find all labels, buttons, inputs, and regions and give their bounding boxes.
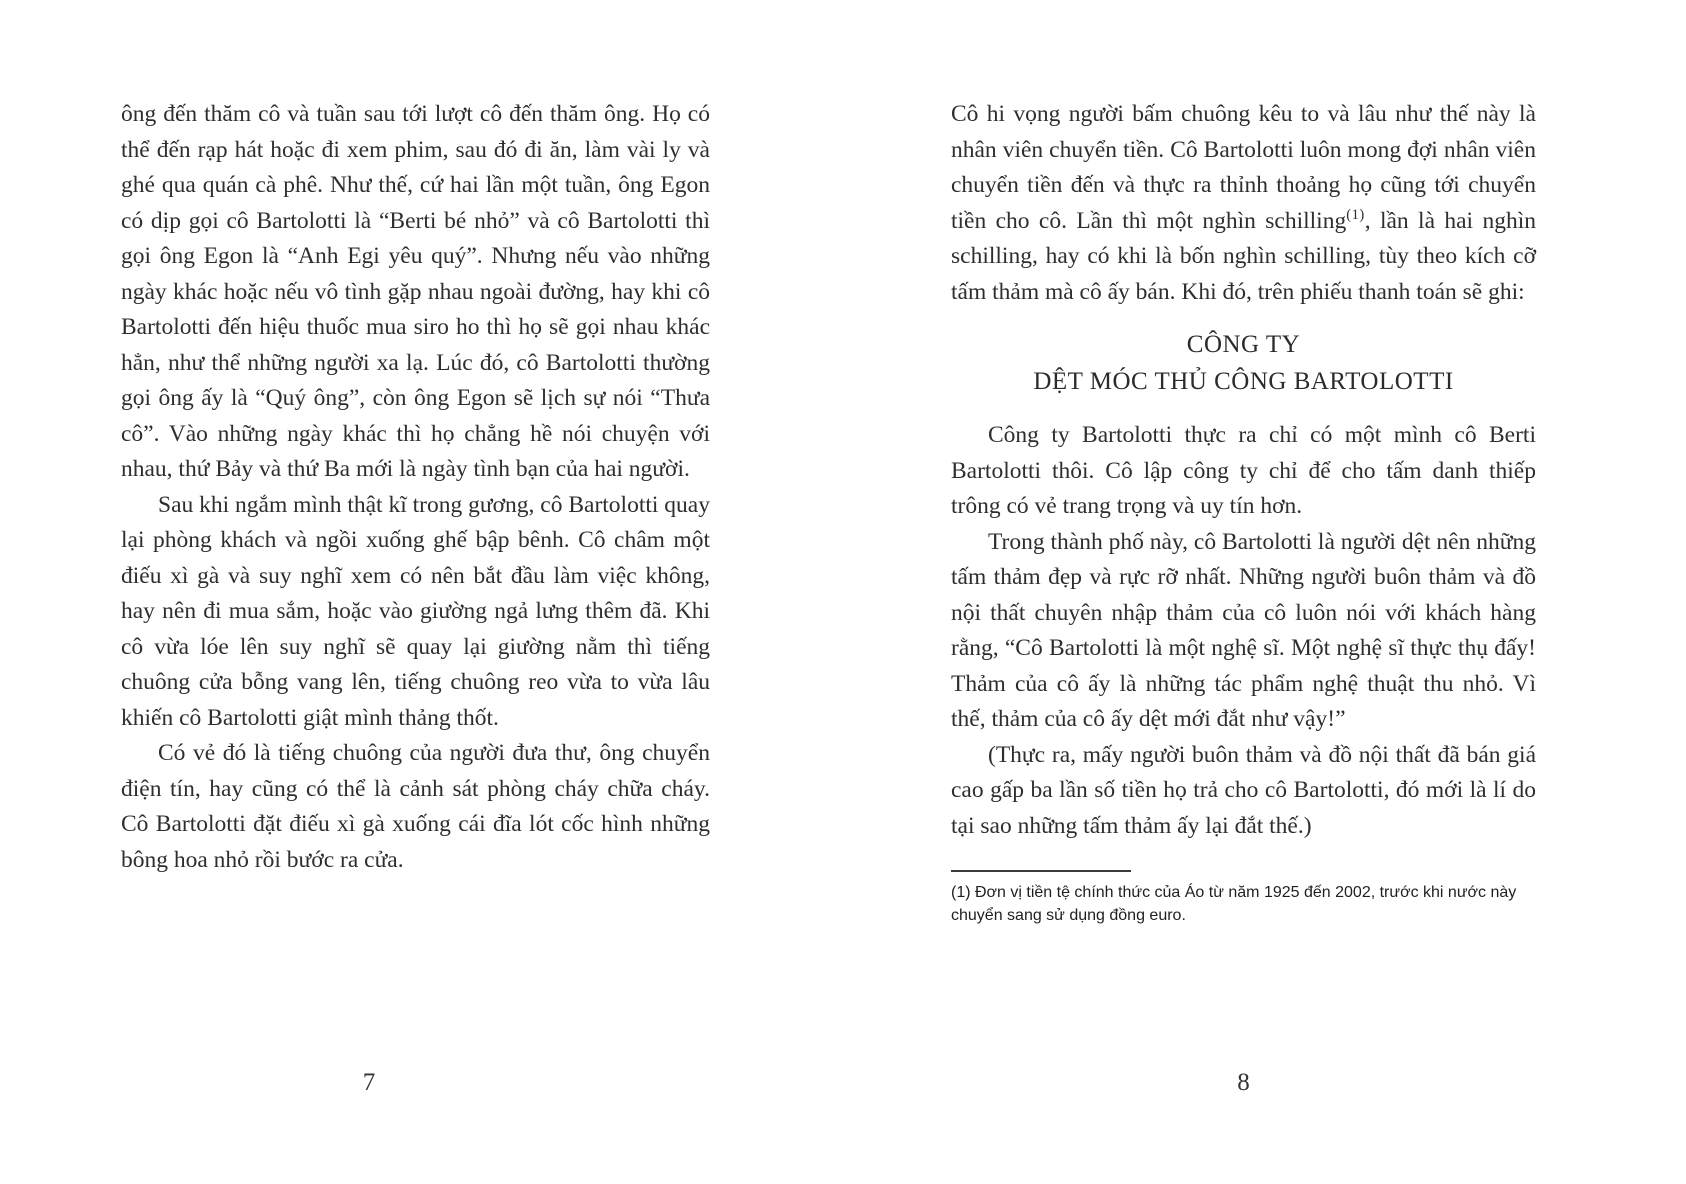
page-number-right: 8	[1237, 1069, 1250, 1096]
page-left	[121, 97, 710, 878]
chapter-heading-line-2: DỆT MÓC THỦ CÔNG BARTOLOTTI	[1033, 368, 1454, 395]
footnote	[951, 870, 1536, 927]
chapter-heading-line-1: CÔNG TY	[1186, 331, 1301, 358]
page-right	[951, 97, 1536, 927]
paragraph: Có vẻ đó là tiếng chuông của người đưa thư, ông chuyển điện tín, hay cũng có thể là cảnh sát phòng cháy chữa cháy. Cô Bartolotti đặt điếu xì gà xuống cái đĩa lót cốc hình những bông hoa nhỏ rồi bước ra cửa.	[121, 740, 710, 873]
footnote-text: (1) Đơn vị tiền tệ chính thức của Áo từ năm 1925 đến 2002, trước khi nước này chuyển sang sử dụng đồng euro.	[951, 884, 1517, 924]
paragraph: Sau khi ngắm mình thật kĩ trong gương, cô Bartolotti quay lại phòng khách và ngồi xuống ghế bập bênh. Cô châm một điếu xì gà và suy nghĩ xem có nên bắt đầu làm việc không, hay nên đi mua sắm, hoặc vào giường ngả lưng thêm đã. Khi cô vừa lóe lên suy nghĩ sẽ quay lại giường nằm thì tiếng chuông cửa bỗng vang lên, tiếng chuông reo vừa to vừa lâu khiến cô Bartolotti giật mình thảng thốt.	[121, 491, 710, 731]
paragraph-text: Cô hi vọng người bấm chuông kêu to và lâu như thế này là nhân viên chuyển tiền. Cô Bartolotti luôn mong đợi nhân viên chuyển tiền đến và thực ra thỉnh thoảng họ cũng tới chuyển tiền cho cô. Lần thì một nghìn schilling	[951, 101, 1536, 234]
paragraph-text: , lần là hai nghìn schilling, hay có khi là bốn nghìn schilling, tùy theo kích cỡ tấm thảm mà cô ấy bán. Khi đó, trên phiếu thanh toán sẽ ghi:	[951, 207, 1536, 305]
paragraph: Công ty Bartolotti thực ra chỉ có một mình cô Berti Bartolotti thôi. Cô lập công ty chỉ để cho tấm danh thiếp trông có vẻ trang trọng và uy tín hơn.	[951, 422, 1536, 519]
chapter-heading	[951, 326, 1536, 400]
footnote-divider	[951, 870, 1131, 872]
page-number-left: 7	[362, 1069, 376, 1096]
paragraph: ông đến thăm cô và tuần sau tới lượt cô đến thăm ông. Họ có thể đến rạp hát hoặc đi xem phim, sau đó đi ăn, làm vài ly và ghé qua quán cà phê. Như thế, cứ hai lần một tuần, ông Egon có dịp gọi cô Bartolotti là “Berti bé nhỏ” và cô Bartolotti thì gọi ông Egon là “Anh Egi yêu quý”. Nhưng nếu vào những ngày khác hoặc nếu vô tình gặp nhau ngoài đường, hay khi cô Bartolotti đến hiệu thuốc mua siro ho thì họ sẽ gọi nhau khác hẳn, như thể những người xa lạ. Lúc đó, cô Bartolotti thường gọi ông ấy là “Quý ông”, còn ông Egon sẽ lịch sự nói “Thưa cô”. Vào những ngày khác thì họ chẳng hề nói chuyện với nhau, thứ Bảy và thứ Ba mới là ngày tình bạn của hai người.	[121, 101, 710, 482]
paragraph: Trong thành phố này, cô Bartolotti là người dệt nên những tấm thảm đẹp và rực rỡ nhất. Những người buôn thảm và đồ nội thất chuyên nhập thảm của cô luôn nói với khách hàng rằng, “Cô Bartolotti là một nghệ sĩ. Một nghệ sĩ thực thụ đấy! Thảm của cô ấy là những tác phẩm nghệ thuật thu nhỏ. Vì thế, thảm của cô ấy dệt mới đắt như vậy!”	[951, 528, 1536, 732]
paragraph	[951, 97, 1536, 310]
footnote-reference: (1)	[1346, 206, 1365, 223]
paragraph: (Thực ra, mấy người buôn thảm và đồ nội thất đã bán giá cao gấp ba lần số tiền họ trả cho cô Bartolotti, đó mới là lí do tại sao những tấm thảm ấy lại đắt thế.)	[951, 741, 1536, 839]
